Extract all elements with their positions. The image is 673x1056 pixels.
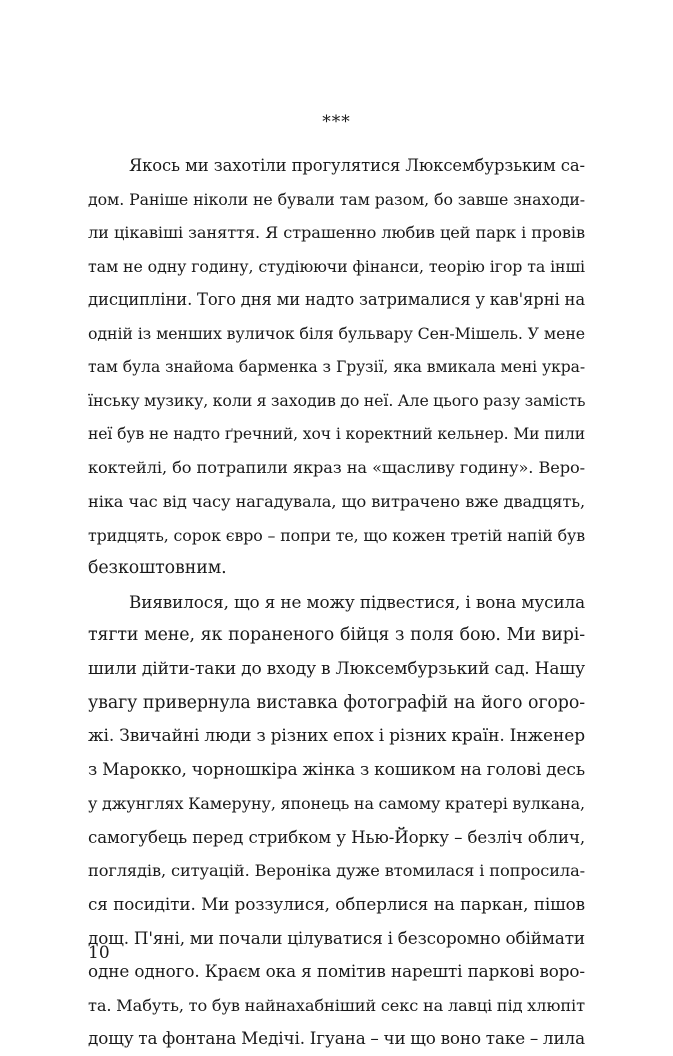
text-line: ся посидіти. Ми роззулися, обперлися на паркан, пішов (88, 894, 585, 915)
text-line: їнську музику, коли я заходив до неї. Але цього разу замість (88, 391, 586, 411)
paragraph-2 (88, 586, 585, 1056)
text-line: одній із менших вуличок біля бульвару Сен-Мішель. У мене (88, 323, 585, 343)
text-line: та. Мабуть, то був найнахабніший секс на лавці під хлюпіт (88, 995, 585, 1015)
text-line: Виявилося, що я не можу підвестися, і вона мусила (129, 591, 585, 612)
text-line: там була знайома барменка з Грузії, яка вмикала мені укра- (88, 357, 585, 376)
text-line: дисципліни. Того дня ми надто затрималися у кав'ярні на (88, 290, 585, 310)
text-line: Якось ми захотіли прогулятися Люксембурзьким са- (129, 156, 585, 175)
text-line: дощ. П'яні, ми почали цілуватися і безсоромно обіймати (88, 927, 585, 948)
text-line: коктейлі, бо потрапили якраз на «щасливу годину». Веро- (88, 458, 585, 478)
text-line: у джунглях Камеруну, японець на самому кратері вулкана, (88, 794, 585, 814)
text-line: ніка час від часу нагадувала, що витрачено вже двадцять, (88, 491, 585, 511)
text-line: жі. Звичайні люди з різних епох і різних країн. Інженер (88, 726, 585, 747)
text-line: тягти мене, як пораненого бійця з поля бою. Ми вирі- (88, 625, 585, 646)
text-line: з Марокко, чорношкіра жінка з кошиком на голові десь (88, 759, 585, 780)
text-line: дощу та фонтана Медічі. Ігуана – чи що воно таке – лила (88, 1028, 585, 1049)
text-line: самогубець перед стрибком у Нью-Йорку – безліч облич, (88, 827, 585, 847)
text-line: тридцять, сорок євро – попри те, що кожен третій напій був (88, 525, 585, 545)
text-line: неї був не надто ґречний, хоч і коректний кельнер. Ми пили (88, 424, 585, 443)
page-number: 10 (88, 943, 110, 963)
text-line: ли цікавіші заняття. Я страшенно любив цей парк і провів (88, 223, 585, 243)
text-line: безкоштовним. (88, 558, 227, 579)
text-line: там не одну годину, студіюючи фінанси, теорію ігор та інші (88, 256, 585, 276)
text-line: дом. Раніше ніколи не бували там разом, бо завше знаходи- (88, 189, 585, 209)
text-line: увагу привернула виставка фотографій на його огоро- (88, 692, 585, 713)
paragraph-1 (88, 149, 585, 586)
text-line: шили дійти-таки до входу в Люксембурзький сад. Нашу (88, 658, 585, 679)
text-line: поглядів, ситуацій. Вероніка дуже втомилася і попросила- (88, 861, 585, 881)
section-separator: *** (322, 112, 351, 132)
text-line: одне одного. Краєм ока я помітив нарешті паркові воро- (88, 961, 585, 982)
body-text (88, 149, 585, 1056)
